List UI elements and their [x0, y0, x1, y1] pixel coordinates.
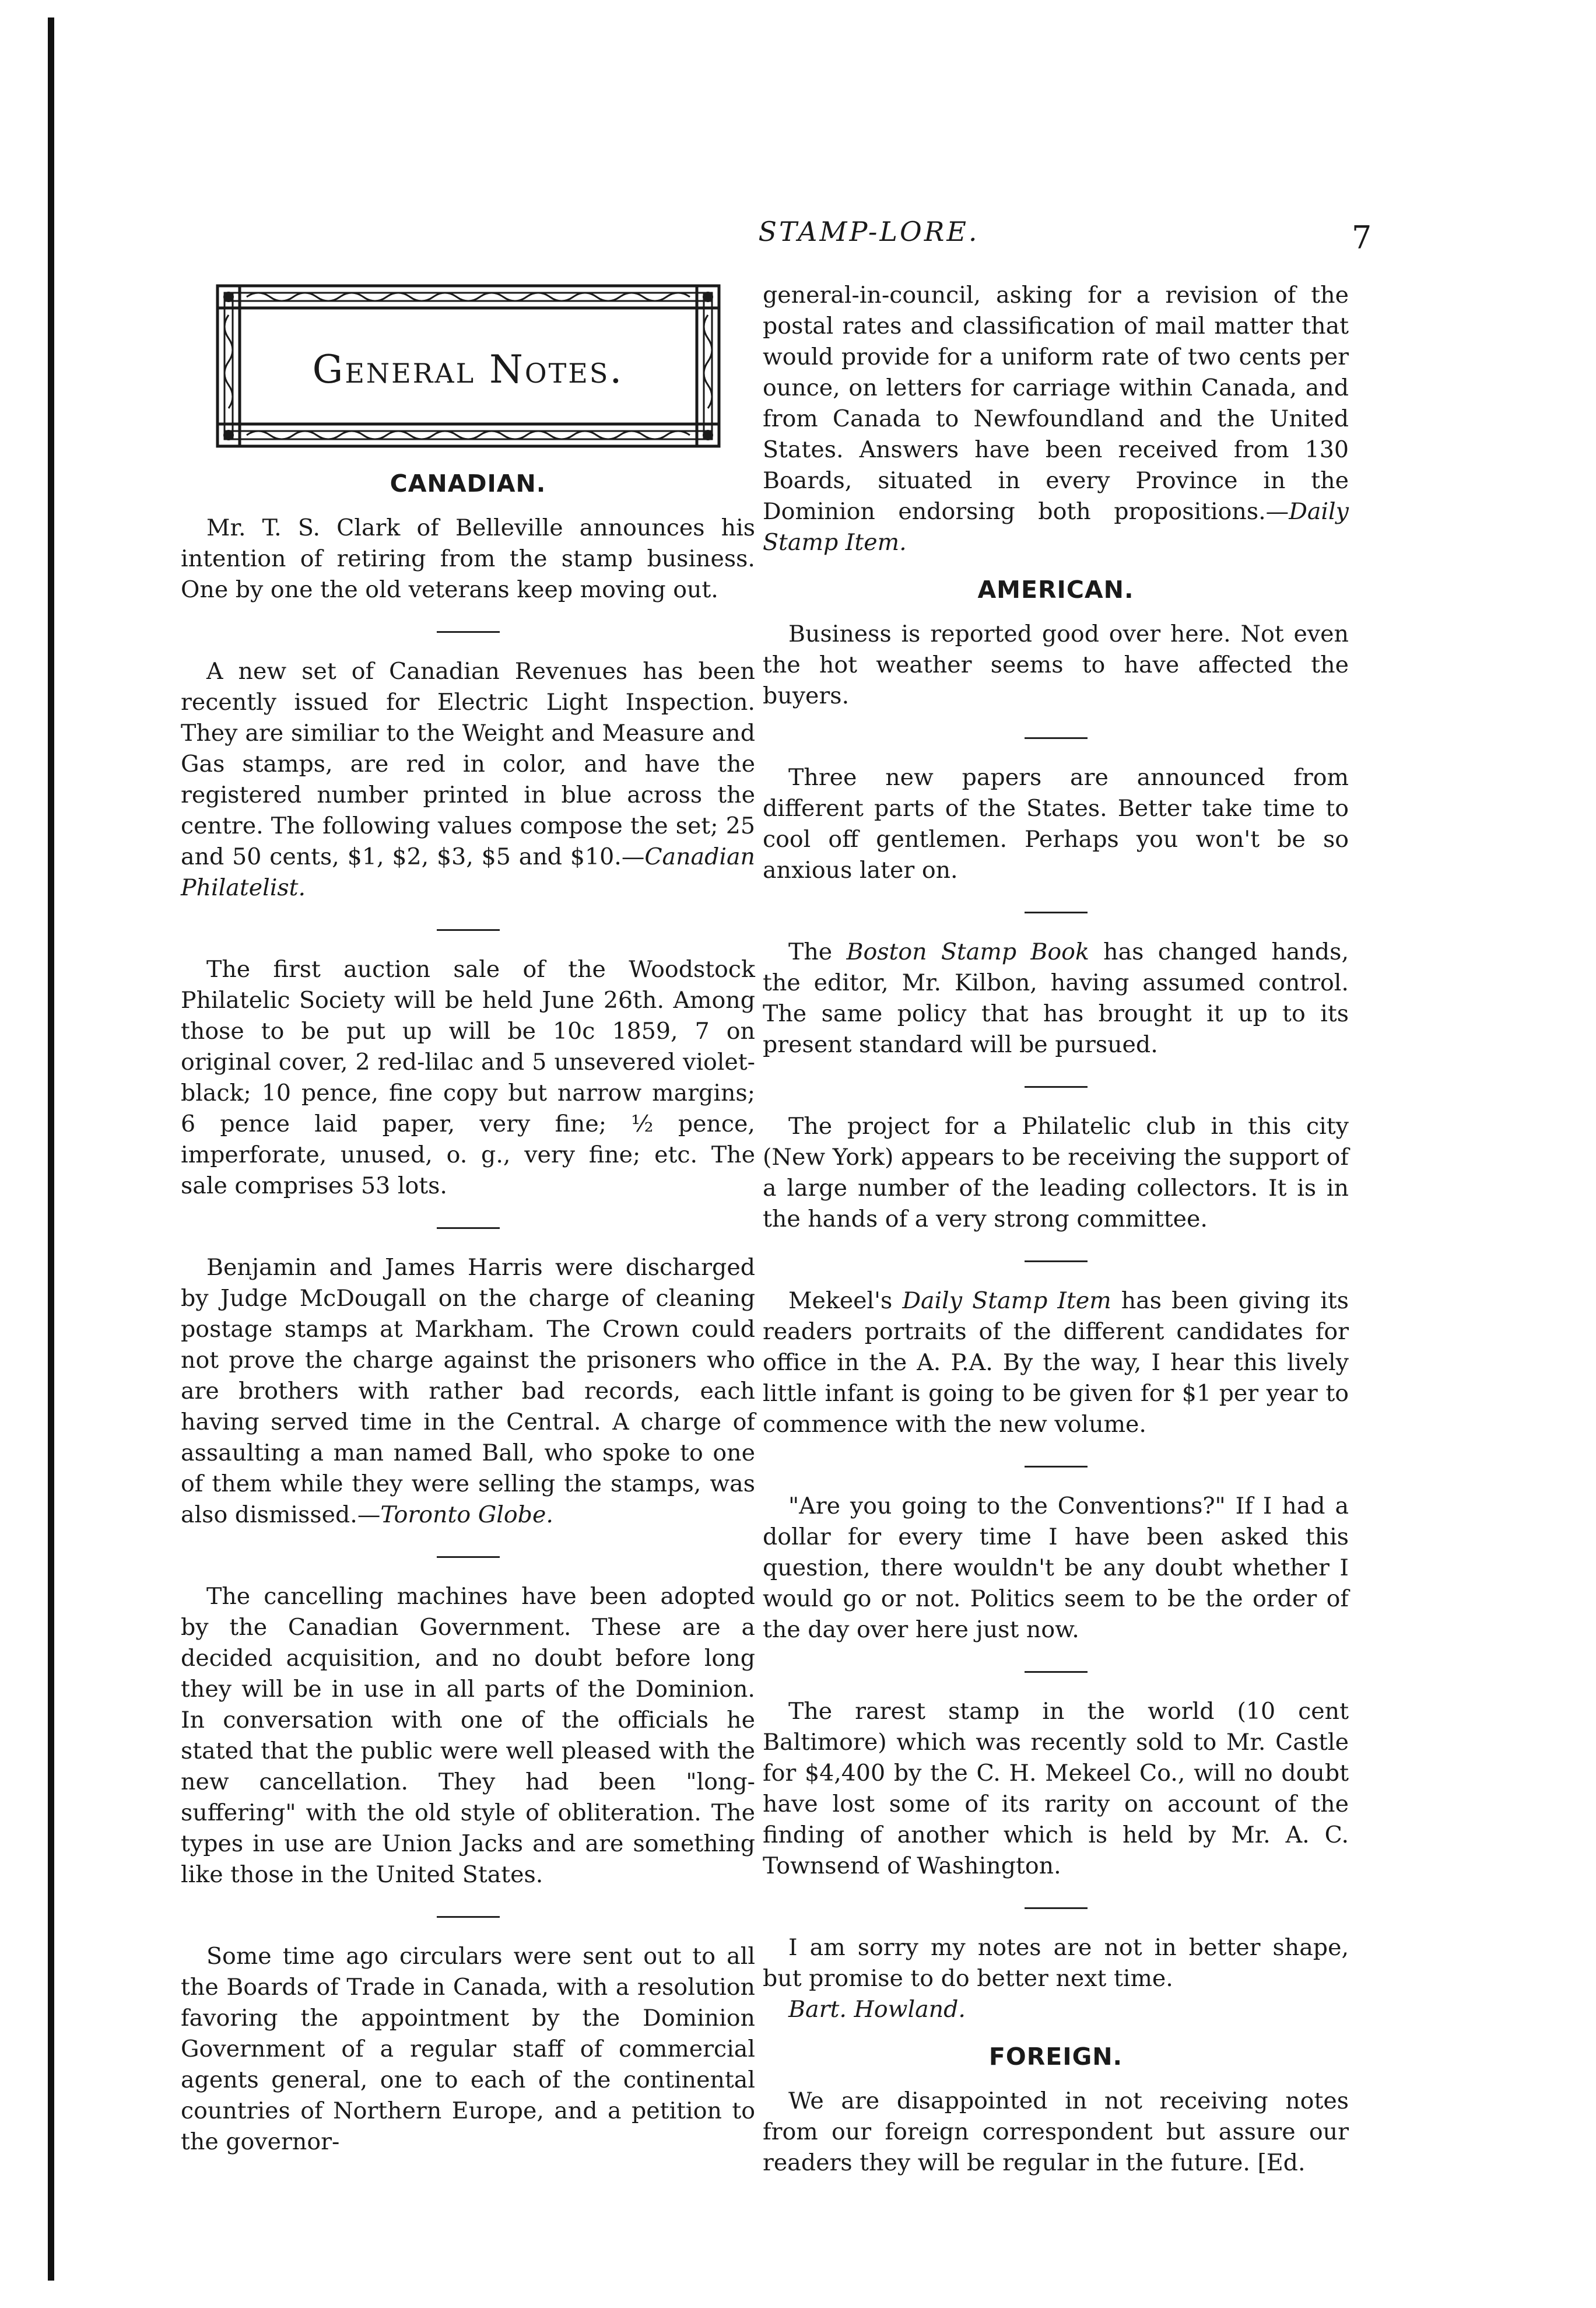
source-citation: Daily Stamp Item.	[763, 498, 1349, 556]
divider	[1025, 912, 1088, 913]
source-citation: Canadian Philatelist.	[181, 843, 755, 901]
divider	[437, 1227, 500, 1229]
paragraph: The rarest stamp in the world (10 cent Baltimore) which was recently sold to Mr. Castle for $4,400 by the C. H. Mekeel Co., will no doubt have lost some of its rarity on account of the finding of another which is held by Mr. A. C. Townsend of Washington.	[763, 1698, 1349, 1879]
running-head: STAMP-LORE.	[758, 216, 980, 247]
divider	[1025, 1907, 1088, 1909]
divider	[1025, 1466, 1088, 1468]
divider	[1025, 1671, 1088, 1673]
divider	[1025, 1260, 1088, 1262]
divider	[437, 929, 500, 931]
paragraph: Mekeel's Daily Stamp Item has been giving its readers portraits of the different candidates for office in the A. P.A. By the way, I hear this lively little infant is going to be given for $1 per year to commence with the new volume.	[763, 1287, 1349, 1438]
section-heading-canadian: CANADIAN.	[390, 470, 546, 498]
page-edge-rule	[48, 17, 54, 2281]
paragraph: I am sorry my notes are not in better shape, but promise to do better next time.	[763, 1934, 1349, 1992]
publication-title: Boston Stamp Book	[846, 938, 1089, 965]
section-heading-foreign: FOREIGN.	[988, 2043, 1123, 2071]
paragraph: The cancelling machines have been adopted by the Canadian Government. These are a decided acquisition, and no doubt before long they will be in use in all parts of the Dominion. In conversation with one of the officials he stated that the public were well pleased with the new cancellation. They had been "long-suffering" with the old style of obliteration. The types in use are Union Jacks and are something like those in the United States.	[181, 1583, 755, 1888]
paragraph: "Are you going to the Conventions?" If I had a dollar for every time I have been asked this question, there wouldn't be any doubt whether I would go or not. Politics seem to be the order of the day over here just now.	[763, 1493, 1349, 1643]
divider	[437, 631, 500, 633]
banner-title: General Notes.	[312, 347, 624, 392]
divider	[437, 1916, 500, 1918]
paragraph: Business is reported good over here. Not even the hot weather seems to have affected the buyers.	[763, 621, 1349, 709]
paragraph: general-in-council, asking for a revision of the postal rates and classification of mail matter that would provide for a uniform rate of two cents per ounce, on letters for carriage within Canada, and from Canada to Newfoundland and the United States. Answers have been received from 130 Boards, situated in every Province in the Dominion endorsing both propositions.—Daily Stamp Item.	[763, 282, 1349, 556]
paragraph: The Boston Stamp Book has changed hands, the editor, Mr. Kilbon, having assumed control. The same policy that has brought it up to its present standard will be pursued.	[763, 938, 1349, 1058]
divider	[437, 1556, 500, 1558]
page-number: 7	[1352, 219, 1372, 256]
paragraph: The project for a Philatelic club in this city (New York) appears to be receiving the support of a large number of the leading collectors. It is in the hands of a very strong committee.	[763, 1113, 1349, 1232]
paragraph: Mr. T. S. Clark of Belleville announces his intention of retiring from the stamp business. One by one the old veterans keep moving out.	[181, 514, 755, 603]
source-citation: Toronto Globe.	[380, 1501, 553, 1528]
paragraph: Three new papers are announced from different parts of the States. Better take time to cool off gentlemen. Perhaps you won't be so anxious later on.	[763, 764, 1349, 884]
paragraph: The first auction sale of the Woodstock Philatelic Society will be held June 26th. Among those to be put up will be 10c 1859, 7 on original cover, 2 red-lilac and 5 unsevered violet-black; 10 pence, fine copy but narrow margins; 6 pence laid paper, very fine; ½ pence, imperforate, unused, o. g., very fine; etc. The sale comprises 53 lots.	[181, 956, 755, 1199]
left-column	[181, 280, 755, 2158]
section-heading-american: AMERICAN.	[977, 576, 1134, 604]
paragraph: Some time ago circulars were sent out to all the Boards of Trade in Canada, with a resolution favoring the appointment by the Dominion Government of a regular staff of commercial agents general, one to each of the continental countries of Northern Europe, and a petition to the governor-	[181, 1943, 755, 2155]
paragraph: A new set of Canadian Revenues has been recently issued for Electric Light Inspection. They are similiar to the Weight and Measure and Gas stamps, are red in color, and have the registered number printed in blue across the centre. The following values compose the set; 25 and 50 cents, $1, $2, $3, $5 and $10.—Canadian Philatelist.	[181, 658, 755, 901]
divider	[1025, 737, 1088, 739]
general-notes-banner	[212, 280, 725, 452]
publication-title: Daily Stamp Item	[902, 1287, 1111, 1314]
signature: Bart. Howland.	[788, 1996, 966, 2023]
right-column	[763, 280, 1349, 2179]
paragraph: We are disappointed in not receiving notes from our foreign correspondent but assure our readers they will be regular in the future. [Ed.	[763, 2088, 1349, 2176]
paragraph: Benjamin and James Harris were discharged by Judge McDougall on the charge of cleaning postage stamps at Markham. The Crown could not prove the charge against the prisoners who are brothers with rather bad records, each having served time in the Central. A charge of assaulting a man named Ball, who spoke to one of them while they were selling the stamps, was also dismissed.—Toronto Globe.	[181, 1254, 755, 1528]
divider	[1025, 1086, 1088, 1088]
